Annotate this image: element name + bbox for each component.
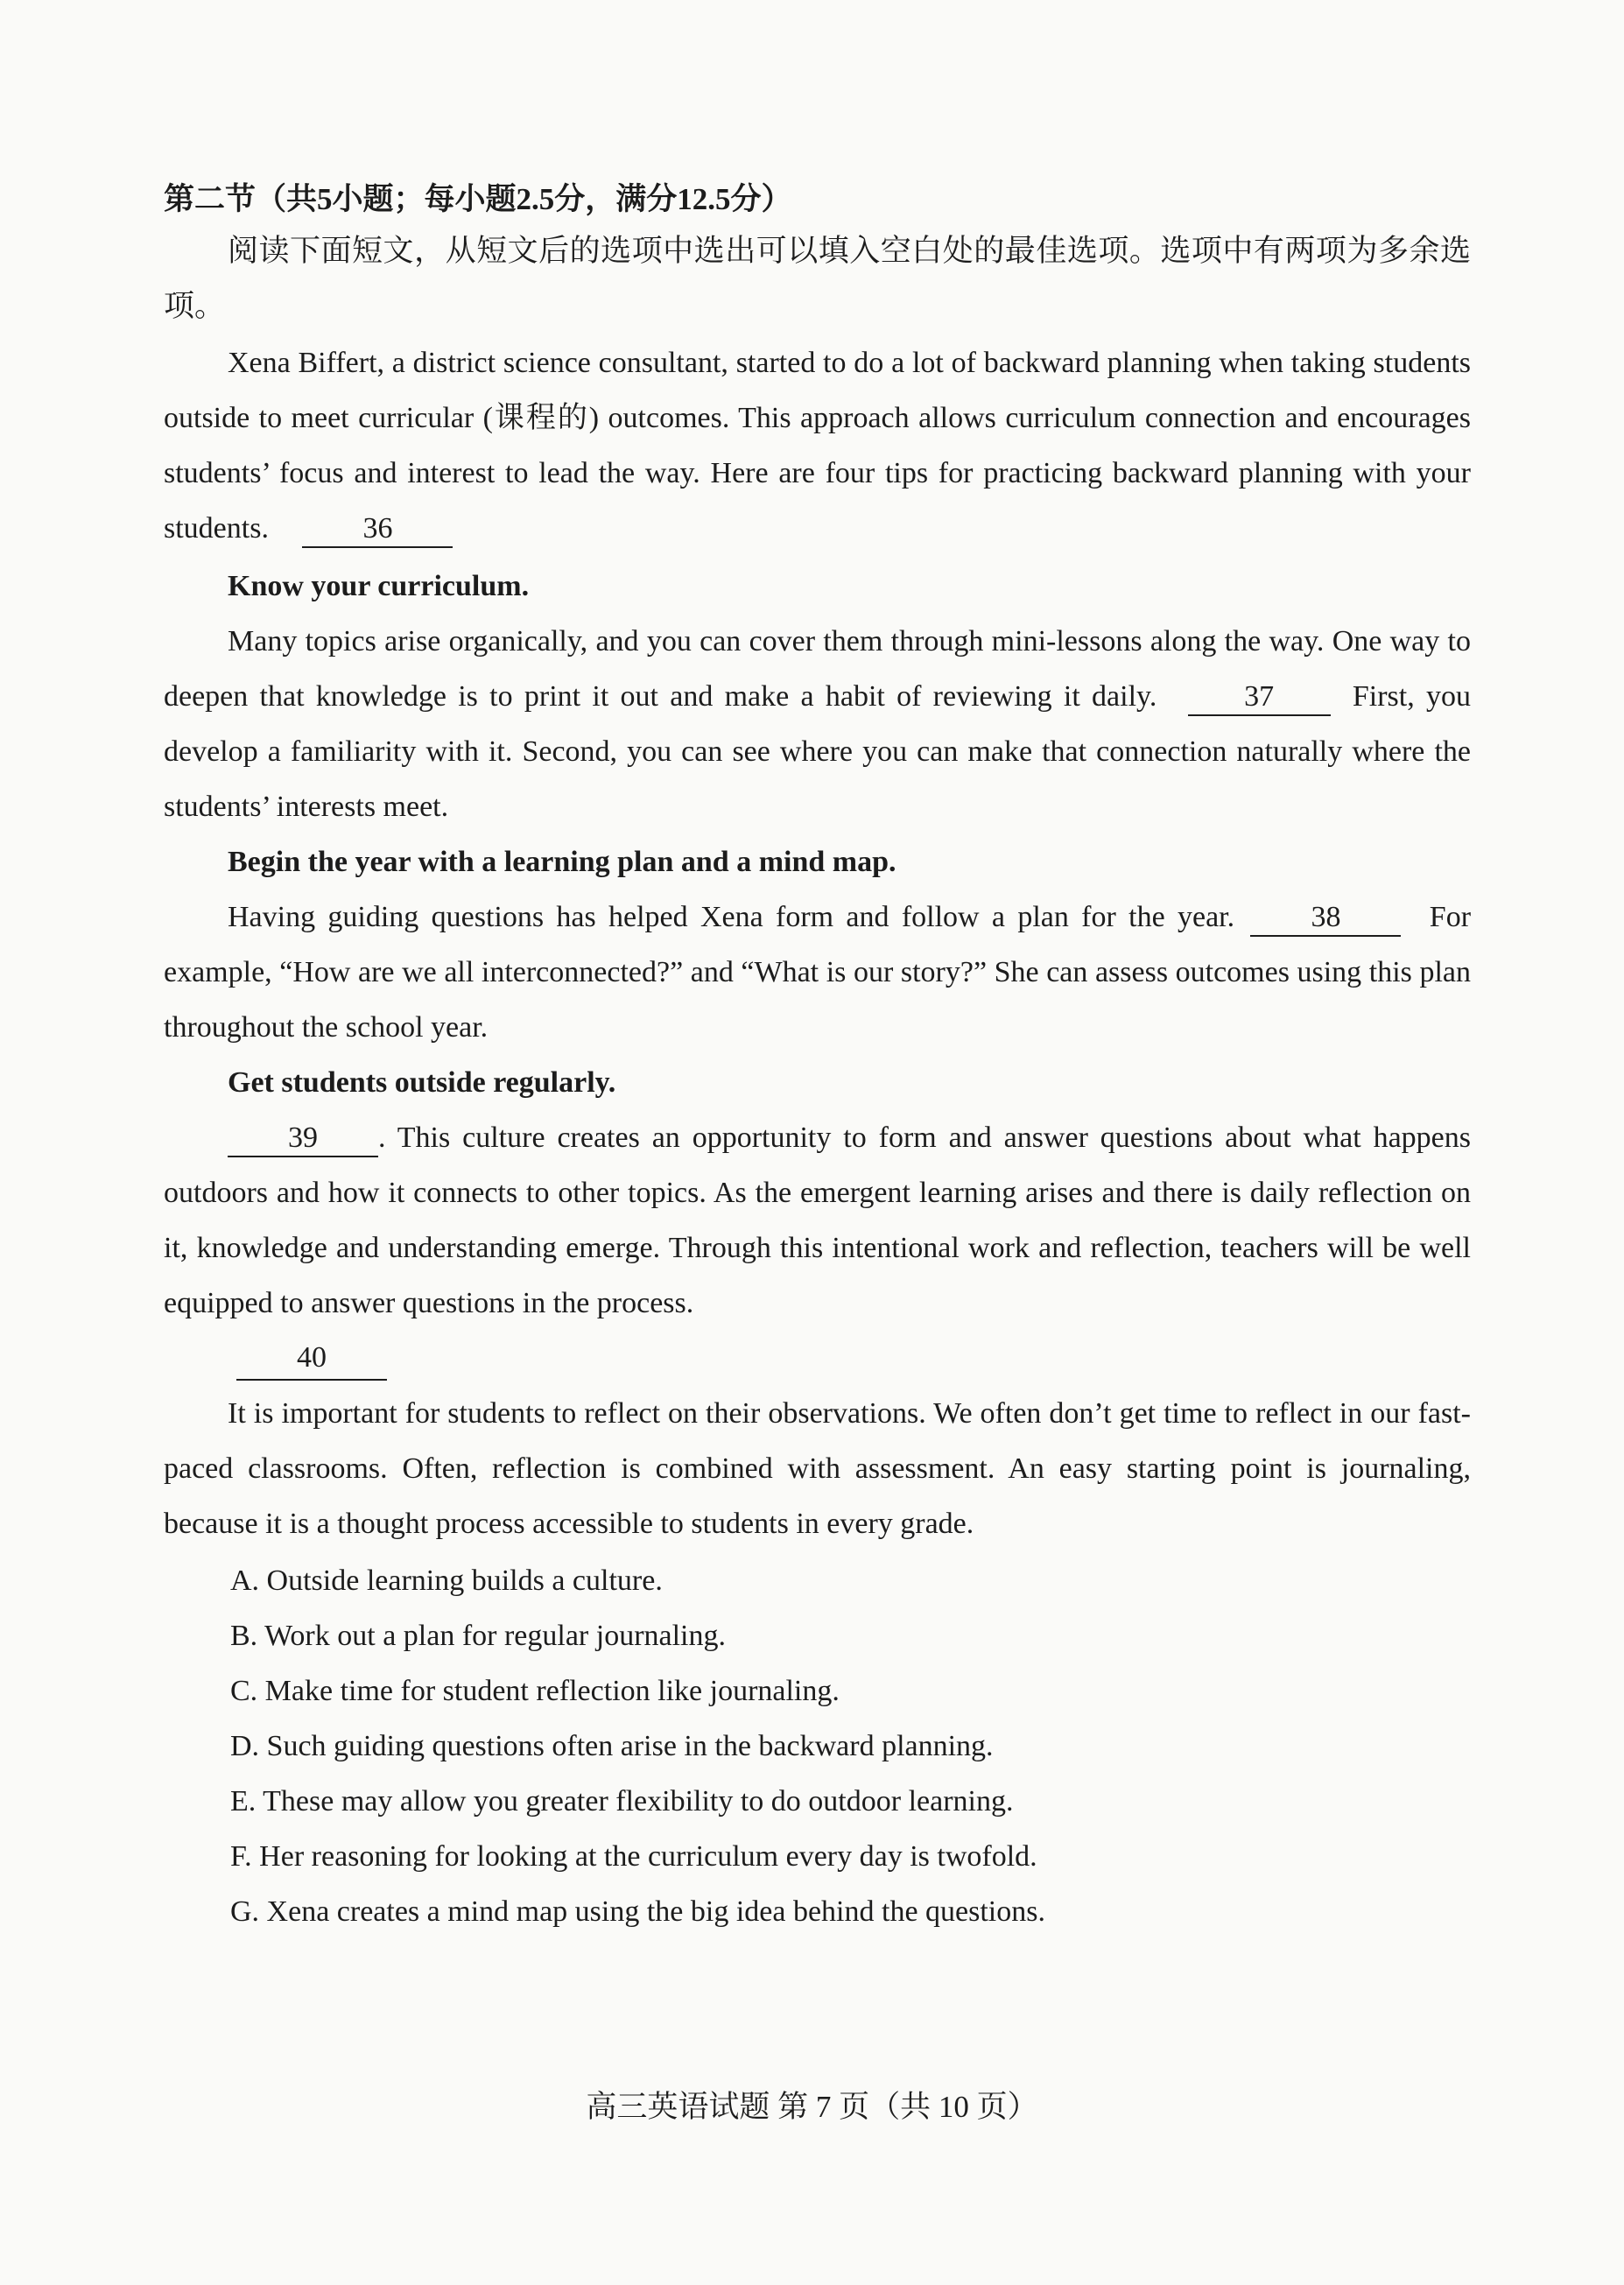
section-heading: Know your curriculum. [228, 570, 530, 602]
paragraph-text: Many topics arise organically, and you can cover them through mini-lessons along the way. One way to deepen that knowledge is to print it out and make a habit of reviewing it daily. [164, 625, 1471, 713]
option-b: B. Work out a plan for regular journaling. [230, 1620, 726, 1652]
blank-37: 37 [1188, 679, 1331, 716]
paragraph-text: First, you develop a familiarity with it. Second, you can see where you can make that connection naturally where the students’ interests meet. [164, 680, 1471, 823]
option-c: C. Make time for student reflection like journaling. [230, 1675, 840, 1707]
blank-40: 40 [236, 1337, 387, 1381]
intro-text: Xena Biffert, a district science consultant, started to do a lot of backward planning when taking students outside to meet curricular (课程的) outcomes. This approach allows curriculum connection and encourages students’ focus and interest to lead the way. Here are four tips for practicing backward planning with your students. [164, 347, 1471, 545]
blank-36: 36 [302, 511, 453, 548]
intro-paragraph [164, 335, 1471, 556]
section-paragraph [164, 1110, 1471, 1331]
option-e: E. These may allow you greater flexibility to do outdoor learning. [230, 1785, 1014, 1817]
section-paragraph [164, 614, 1471, 834]
option-f: F. Her reasoning for looking at the curriculum every day is twofold. [230, 1840, 1037, 1873]
paragraph-text: For example, “How are we all interconnected?” and “What is our story?” She can assess outcomes using this plan throughout the school year. [164, 901, 1472, 1044]
paragraph-text: Having guiding questions has helped Xena form and follow a plan for the year. [228, 901, 1235, 933]
option-a: A. Outside learning builds a culture. [230, 1564, 663, 1597]
paragraph-text: . This culture creates an opportunity to form and answer questions about what happens outdoors and how it connects to other topics. As the emergent learning arises and there is daily reflection on it, knowledge and understanding emerge. Through this intentional work and reflection, teachers will be well equipped to answer questions in the process. [164, 1121, 1471, 1319]
blank-39: 39 [228, 1121, 378, 1157]
page-footer: 高三英语试题 第 7 页（共 10 页） [586, 2090, 1038, 2124]
option-d: D. Such guiding questions often arise in the backward planning. [230, 1730, 994, 1762]
option-g: G. Xena creates a mind map using the big idea behind the questions. [230, 1895, 1045, 1928]
final-paragraph: It is important for students to reflect on their observations. We often don’t get time to reflect in our fast-paced classrooms. Often, reflection is combined with assessment. An easy starting point is journaling, because it is a thought process accessible to students in every grade. [164, 1397, 1471, 1540]
section-paragraph [164, 889, 1471, 1055]
section-heading: Get students outside regularly. [228, 1066, 616, 1099]
section-title: 第二节（共5小题；每小题2.5分，满分12.5分） [164, 182, 792, 216]
blank-38: 38 [1250, 900, 1401, 937]
instructions: 阅读下面短文，从短文后的选项中选出可以填入空白处的最佳选项。选项中有两项为多余选项。 [164, 234, 1471, 323]
section-heading: Begin the year with a learning plan and a mind map. [228, 846, 896, 878]
